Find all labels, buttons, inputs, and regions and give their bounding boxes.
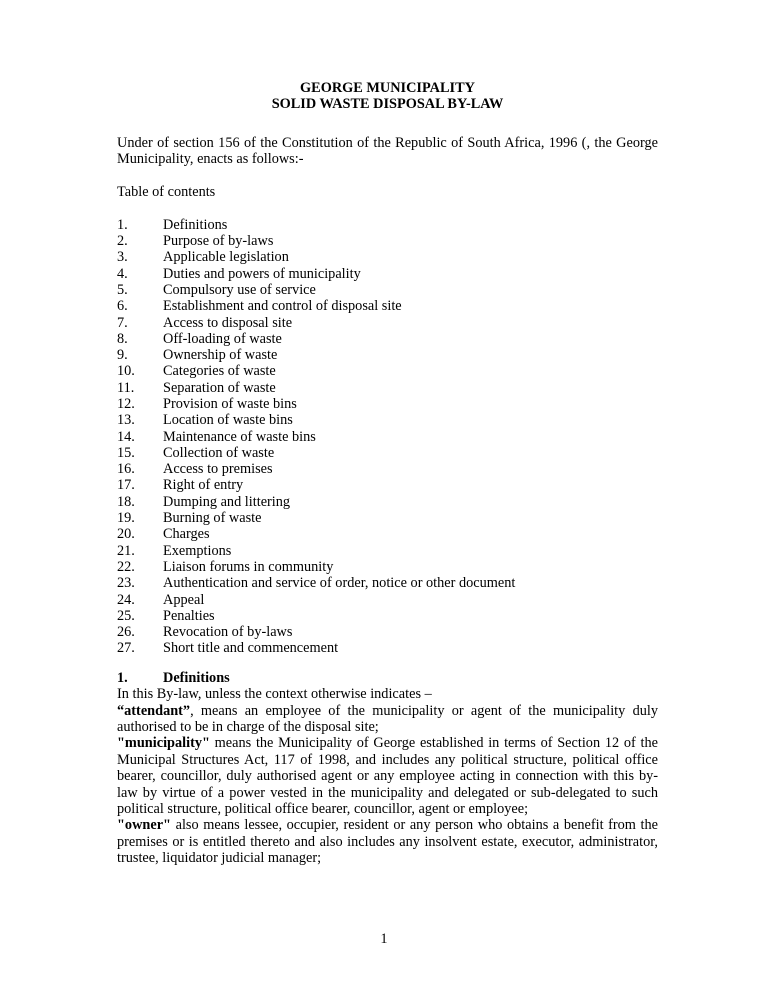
- toc-item-label: Location of waste bins: [163, 412, 293, 429]
- toc-item-number: 19.: [117, 510, 135, 527]
- toc-item-label: Charges: [163, 526, 210, 543]
- toc-item-label: Applicable legislation: [163, 249, 289, 266]
- definition-term: “attendant”: [117, 702, 191, 719]
- toc-item: [117, 315, 658, 331]
- toc-item-number: 26.: [117, 624, 135, 641]
- toc-item: [117, 494, 658, 510]
- toc-item-label: Off-loading of waste: [163, 330, 282, 347]
- toc-item-label: Short title and commencement: [163, 640, 339, 657]
- toc-item-number: 25.: [117, 607, 135, 624]
- toc-item: [117, 347, 658, 363]
- toc-item-number: 5.: [117, 281, 128, 298]
- toc-item-label: Revocation of by-laws: [163, 624, 293, 641]
- toc-item-label: Categories of waste: [163, 363, 276, 380]
- toc-item-label: Dumping and littering: [163, 493, 291, 510]
- toc-item: [117, 608, 658, 624]
- intro-paragraph: Under of section 156 of the Constitution of the Republic of South Africa, 1996 (, the George Municipality, enacts as follows:-: [117, 134, 658, 168]
- toc-item-number: 14.: [117, 428, 135, 445]
- toc-item-label: Right of entry: [163, 477, 244, 494]
- toc-item-number: 3.: [117, 249, 128, 266]
- toc-item: [117, 526, 658, 542]
- section-1-heading: [117, 670, 658, 686]
- toc-item-number: 23.: [117, 575, 135, 592]
- title-line-2: SOLID WASTE DISPOSAL BY-LAW: [271, 96, 504, 113]
- toc-item: [117, 396, 658, 412]
- toc-item-number: 27.: [117, 640, 135, 657]
- toc-item-label: Appeal: [163, 591, 205, 608]
- toc-item-number: 6.: [117, 298, 128, 315]
- toc-item: [117, 445, 658, 461]
- section-title: Definitions: [163, 669, 230, 686]
- toc-item-number: 16.: [117, 461, 135, 478]
- toc-item-label: Liaison forums in community: [163, 558, 334, 575]
- toc-item-label: Purpose of by-laws: [163, 233, 274, 250]
- toc-item-label: Authentication and service of order, notice or other document: [163, 575, 516, 592]
- toc-item: [117, 592, 658, 608]
- toc-item-number: 17.: [117, 477, 135, 494]
- toc-item-number: 24.: [117, 591, 135, 608]
- page-content: [117, 80, 658, 867]
- toc-item-label: Ownership of waste: [163, 347, 278, 364]
- toc-item-label: Separation of waste: [163, 379, 276, 396]
- toc-item-label: Establishment and control of disposal site: [163, 298, 402, 315]
- toc-heading: Table of contents: [117, 184, 216, 201]
- toc-item: [117, 266, 658, 282]
- toc-item-number: 4.: [117, 265, 128, 282]
- toc-item-label: Duties and powers of municipality: [163, 265, 361, 282]
- toc-item-label: Maintenance of waste bins: [163, 428, 316, 445]
- toc-item-label: Definitions: [163, 216, 228, 233]
- toc-item: [117, 363, 658, 379]
- definition-term: "municipality": [117, 735, 210, 752]
- toc-item-number: 21.: [117, 542, 135, 559]
- toc-item-label: Access to premises: [163, 461, 273, 478]
- toc-item-number: 20.: [117, 526, 135, 543]
- section-number: 1.: [117, 669, 128, 686]
- toc-item-label: Penalties: [163, 607, 215, 624]
- document-title: [117, 80, 658, 113]
- definition-text: also means lessee, occupier, resident or any person who obtains a benefit from the premises or is entitled thereto and also includes any insolvent estate, executor, administrator, trustee, liquidator judicial manager;: [117, 817, 658, 867]
- toc-item: [117, 233, 658, 249]
- toc-item: [117, 575, 658, 591]
- toc-item-number: 7.: [117, 314, 128, 331]
- definition-paragraph: [117, 703, 658, 736]
- definitions: [117, 703, 658, 867]
- toc-item: [117, 559, 658, 575]
- toc-item-number: 13.: [117, 412, 135, 429]
- toc-item: [117, 217, 658, 233]
- toc-item: [117, 624, 658, 640]
- toc-item-label: Burning of waste: [163, 510, 262, 527]
- page-number: 1: [380, 931, 388, 947]
- title-line-1: GEORGE MUNICIPALITY: [300, 80, 475, 96]
- toc-item: [117, 461, 658, 477]
- definition-paragraph: [117, 817, 658, 866]
- section-lead: In this By-law, unless the context otherwise indicates –: [117, 686, 432, 703]
- toc-item-label: Provision of waste bins: [163, 395, 297, 412]
- toc-item-number: 12.: [117, 395, 135, 412]
- toc-item-label: Exemptions: [163, 542, 232, 559]
- toc-item-number: 2.: [117, 233, 128, 250]
- toc-item-label: Collection of waste: [163, 444, 275, 461]
- toc-item: [117, 298, 658, 314]
- toc-item: [117, 640, 658, 656]
- toc-item-number: 9.: [117, 347, 128, 364]
- toc-item-number: 1.: [117, 216, 128, 233]
- toc-list: [117, 217, 658, 657]
- toc-item: [117, 429, 658, 445]
- toc-item-label: Compulsory use of service: [163, 281, 316, 298]
- definition-term: "owner": [117, 817, 171, 834]
- toc-item-number: 18.: [117, 493, 135, 510]
- toc-item-number: 22.: [117, 558, 135, 575]
- toc-item: [117, 249, 658, 265]
- toc-item: [117, 380, 658, 396]
- toc-item: [117, 477, 658, 493]
- toc-item-number: 8.: [117, 330, 128, 347]
- toc-item: [117, 510, 658, 526]
- toc-item-number: 15.: [117, 444, 135, 461]
- toc-item-number: 10.: [117, 363, 135, 380]
- definition-text: , means an employee of the municipality or agent of the municipality duly authorised to be in charge of the disposal site;: [117, 702, 658, 735]
- definition-text: means the Municipality of George established in terms of Section 12 of the Municipal Structures Act, 117 of 1998, and includes any political structure, political office bearer, councillor, duly authorised agent or any employee acting in connection with this by-law by virtue of a power vested in the municipality and delegated or sub-delegated to such political structure, political office bearer, councillor, agent or employee;: [117, 735, 658, 817]
- definition-paragraph: [117, 735, 658, 817]
- toc-item-label: Access to disposal site: [163, 314, 293, 331]
- toc-item: [117, 412, 658, 428]
- toc-item: [117, 282, 658, 298]
- toc-item-number: 11.: [117, 379, 135, 396]
- toc-item: [117, 543, 658, 559]
- toc-item: [117, 331, 658, 347]
